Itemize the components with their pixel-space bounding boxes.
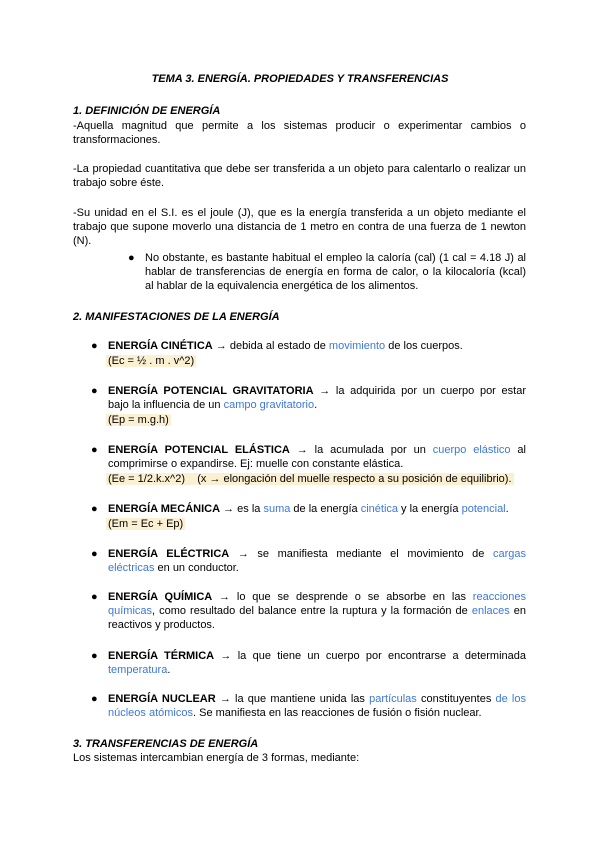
item-quimica-line-2 — [108, 604, 526, 618]
item-gravitatoria-text-l2a: bajo la influencia de un — [108, 399, 224, 411]
item-gravitatoria-line-1 — [108, 384, 526, 398]
item-termica-name: ENERGÍA TÉRMICA — [108, 650, 215, 662]
item-quimica-name: ENERGÍA QUÍMICA — [108, 591, 213, 603]
link-electricas[interactable]: eléctricas — [108, 562, 155, 574]
item-electrica-name: ENERGÍA ELÉCTRICA — [108, 548, 230, 560]
item-mecanica-line-1 — [108, 502, 509, 516]
item-nuclear-text-a: → la que mantiene unida las — [215, 693, 370, 705]
link-cuerpo-elastico[interactable]: cuerpo elástico — [432, 444, 511, 456]
item-quimica-text-c: en — [509, 605, 527, 617]
item-cinetica-text-b: de los cuerpos. — [385, 340, 463, 352]
item-bullet: ● — [91, 385, 98, 397]
item-mecanica-formula-line — [106, 517, 185, 531]
item-electrica-text-b: en un conductor. — [154, 562, 239, 574]
item-mecanica-name: ENERGÍA MECÁNICA — [108, 503, 221, 515]
link-reacciones[interactable]: reacciones — [472, 591, 526, 603]
item-bullet: ● — [91, 548, 98, 560]
item-termica-text-b: . — [167, 664, 171, 676]
item-nuclear-line-1 — [108, 692, 526, 706]
item-termica-line-2 — [108, 663, 170, 677]
section-1-heading: 1. DEFINICIÓN DE ENERGÍA — [73, 105, 221, 117]
item-cinetica-name: ENERGÍA CINÉTICA — [108, 340, 213, 352]
link-cinetica[interactable]: cinética — [360, 503, 398, 515]
item-elastica-formula-line — [106, 472, 514, 486]
item-bullet: ● — [91, 340, 98, 352]
item-elastica-text-b: al — [510, 444, 526, 456]
item-quimica-line-1 — [108, 590, 526, 604]
section-3-heading: 3. TRANSFERENCIAS DE ENERGÍA — [73, 738, 259, 750]
item-termica-text-a: → la que tiene un cuerpo por encontrarse a determinada — [214, 650, 527, 662]
link-nucleos-atomicos[interactable]: núcleos atómicos — [108, 707, 193, 719]
item-electrica-line-2 — [108, 561, 239, 575]
link-movimiento[interactable]: movimiento — [328, 340, 386, 352]
link-campo-gravitatorio[interactable]: campo gravitatorio — [223, 399, 315, 411]
item-nuclear-text-c: . Se manifiesta en las reacciones de fusión o fisión nuclear. — [193, 707, 482, 719]
section-2-heading: 2. MANIFESTACIONES DE LA ENERGÍA — [73, 311, 280, 323]
item-elastica-line-1 — [108, 443, 526, 457]
item-elastica-line-2: comprimirse o expandirse. Ej: muelle con constante elástica. — [108, 458, 404, 470]
formula-elastica: (Ee = 1/2.k.x^2) (x → elongación del muelle respecto a su posición de equilibrio). — [108, 473, 512, 485]
item-bullet: ● — [91, 591, 98, 603]
sec1-paragraph-3-line-1: -Su unidad en el S.I. es el joule (J), que es la energía transferida a un objeto mediante el — [73, 207, 526, 219]
item-elastica-name: ENERGÍA POTENCIAL ELÁSTICA — [108, 444, 290, 456]
sec1-paragraph-2-line-2: trabajo sobre éste. — [73, 177, 165, 189]
formula-mecanica: (Em = Ec + Ep) — [108, 518, 184, 530]
note-line-2: hablar de transferencias de energía en forma de calor, o la kilocaloría (kcal) — [145, 266, 526, 278]
link-potencial[interactable]: potencial — [461, 503, 506, 515]
sec1-paragraph-1-line-1: -Aquella magnitud que permite a los sistemas producir o experimentar cambios o — [73, 120, 526, 132]
link-quimicas[interactable]: químicas — [108, 605, 153, 617]
item-nuclear-line-2 — [108, 706, 482, 720]
link-particulas[interactable]: partículas — [369, 693, 417, 705]
formula-gravitatoria: (Ep = m.g.h) — [108, 414, 169, 426]
item-nuclear-text-b: constituyentes — [416, 693, 496, 705]
item-elastica-text-a: → la acumulada por un — [289, 444, 433, 456]
note-bullet: ● — [128, 252, 135, 264]
sec1-paragraph-2-line-1: -La propiedad cuantitativa que debe ser transferida a un objeto para calentarlo o realizar un — [73, 163, 526, 175]
sec1-paragraph-3-line-2: trabajo que supone moverlo una distancia de 1 metro en contra de una fuerza de 1 newton — [73, 221, 526, 233]
item-gravitatoria-text-l2b: . — [314, 399, 318, 411]
item-nuclear-name: ENERGÍA NUCLEAR — [108, 693, 216, 705]
item-quimica-text-b: , como resultado del balance entre la ruptura y la formación de — [152, 605, 472, 617]
sec1-paragraph-1-line-2: transformaciones. — [73, 134, 161, 146]
link-de-los[interactable]: de los — [495, 693, 526, 705]
item-bullet: ● — [91, 503, 98, 515]
item-gravitatoria-line-2 — [108, 398, 317, 412]
link-cargas[interactable]: cargas — [492, 548, 526, 560]
item-quimica-line-3: reactivos y productos. — [108, 619, 215, 631]
item-gravitatoria-formula-line — [106, 413, 171, 427]
item-bullet: ● — [91, 650, 98, 662]
link-enlaces[interactable]: enlaces — [471, 605, 510, 617]
item-termica-line-1 — [108, 649, 526, 663]
document-title: TEMA 3. ENERGÍA. PROPIEDADES Y TRANSFERENCIAS — [151, 73, 449, 85]
item-electrica-text-a: → se manifiesta mediante el movimiento de — [229, 548, 493, 560]
item-mecanica-text-b: de la energía — [290, 503, 361, 515]
item-quimica-text-a: → lo que se desprende o se absorbe en las — [212, 591, 473, 603]
item-cinetica-formula-line — [106, 354, 196, 368]
item-cinetica-text-a: → debida al estado de — [212, 340, 329, 352]
item-bullet: ● — [91, 444, 98, 456]
item-bullet: ● — [91, 693, 98, 705]
item-mecanica-text-d: . — [505, 503, 509, 515]
item-cinetica-line-1 — [108, 339, 463, 353]
link-suma[interactable]: suma — [263, 503, 291, 515]
item-gravitatoria-text-a: → la adquirida por un cuerpo por estar — [313, 385, 526, 397]
note-line-3: al hablar de la equivalencia energética de los alimentos. — [145, 280, 419, 292]
item-gravitatoria-name: ENERGÍA POTENCIAL GRAVITATORIA — [108, 385, 314, 397]
item-electrica-line-1 — [108, 547, 526, 561]
note-line-1: No obstante, es bastante habitual el empleo la caloría (cal) (1 cal = 4.18 J) al — [145, 252, 526, 264]
section-3-intro: Los sistemas intercambian energía de 3 formas, mediante: — [73, 752, 360, 764]
sec1-paragraph-3-line-3: (N). — [73, 235, 92, 247]
item-mecanica-text-c: y la energía — [398, 503, 462, 515]
formula-cinetica: (Ec = ½ . m . v^2) — [108, 355, 195, 367]
link-temperatura[interactable]: temperatura — [108, 664, 168, 676]
item-mecanica-text-a: → es la — [220, 503, 264, 515]
